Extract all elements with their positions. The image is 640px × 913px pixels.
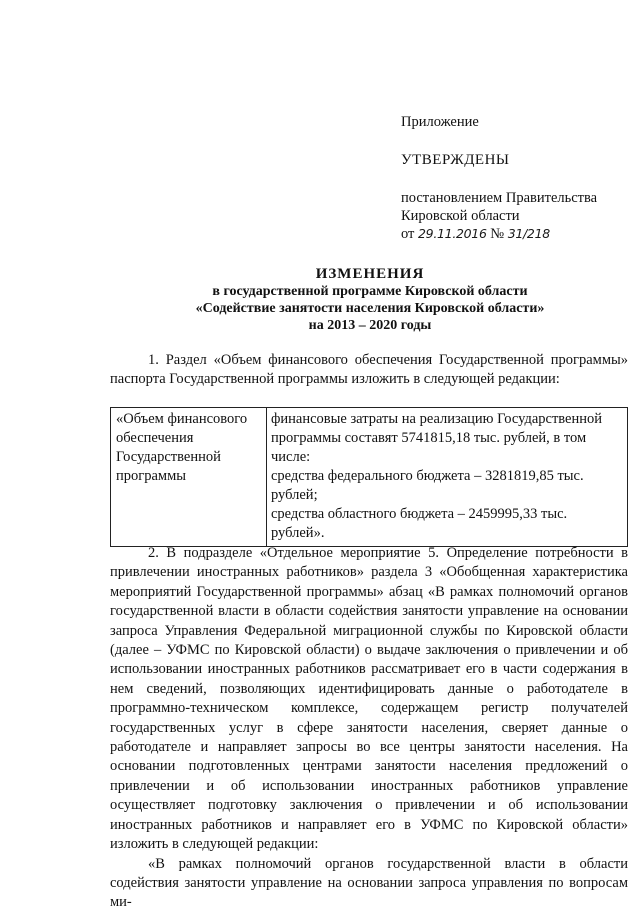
financing-value-cell <box>267 408 628 547</box>
section-2 <box>110 544 628 913</box>
financing-regional: средства областного бюджета – 2459995,33 тыс. рублей». <box>271 506 568 541</box>
financing-label-cell: «Объем финансового обеспечения Государственной программы <box>111 408 267 547</box>
paragraph-3: «В рамках полномочий органов государственной власти в области содействия занятости управление на основании запроса управления по вопросам ми- <box>110 855 628 911</box>
approval-block <box>401 113 597 243</box>
decree-date-line <box>401 225 597 243</box>
decree-line-1: постановлением Правительства <box>401 190 598 206</box>
heading-title: ИЗМЕНЕНИЯ <box>315 266 425 282</box>
paragraph-1: 1. Раздел «Объем финансового обеспечения Государственной программы» паспорта Государственной программы изложить в следующей редакции: <box>110 352 628 388</box>
table-row <box>111 408 628 547</box>
heading-line-1: в государственной программе Кировской области <box>212 284 528 299</box>
decree-line-2: Кировской области <box>401 208 520 224</box>
date-prefix: от <box>401 226 415 242</box>
handwritten-date: 29.11.2016 <box>418 226 487 241</box>
approved-label: УТВЕРЖДЕНЫ <box>401 152 510 168</box>
section-1 <box>110 351 628 390</box>
heading-line-2: «Содействие занятости населения Кировской области» <box>195 301 545 316</box>
heading-line-3: на 2013 – 2020 годы <box>308 318 432 333</box>
appendix-label: Приложение <box>401 114 479 130</box>
paragraph-2: 2. В подразделе «Отдельное мероприятие 5. Определение потребности в привлечении иностранных работников» раздела 3 «Обобщенная характеристика мероприятий Государственной программы» абзац «В рамках полномочий органов государственной власти в области содействия занятости управление на основании запроса Управления Федеральной миграционной службы по Кировской области (далее – УФМС по Кировской области) о выдаче заключения о привлечении и об использовании иностранных работников рассматривает его в части содержания в нем сведений, позволяющих идентифицировать данные о работодателе в программно-техническом комплексе, содержащем регистр получателей государственных услуг в сфере занятости населения, сверяет данные о работодателе и направляет запросы во все центры занятости населения. На основании подготовленных центрами занятости населения предложений о привлечении и об использовании иностранных работников управление осуществляет подготовку заключения о привлечении и об использовании иностранных работников и направляет его в УФМС по Кировской области» изложить в следующей редакции: <box>110 545 628 853</box>
number-prefix: № <box>490 226 505 242</box>
financing-total: финансовые затраты на реализацию Государственной программы составят 5741815,18 тыс. рублей, в том числе: <box>271 411 603 465</box>
financing-table <box>110 407 628 547</box>
document-heading <box>60 266 640 334</box>
handwritten-number: 31/218 <box>507 226 550 241</box>
financing-federal: средства федерального бюджета – 3281819,85 тыс. рублей; <box>271 468 584 503</box>
